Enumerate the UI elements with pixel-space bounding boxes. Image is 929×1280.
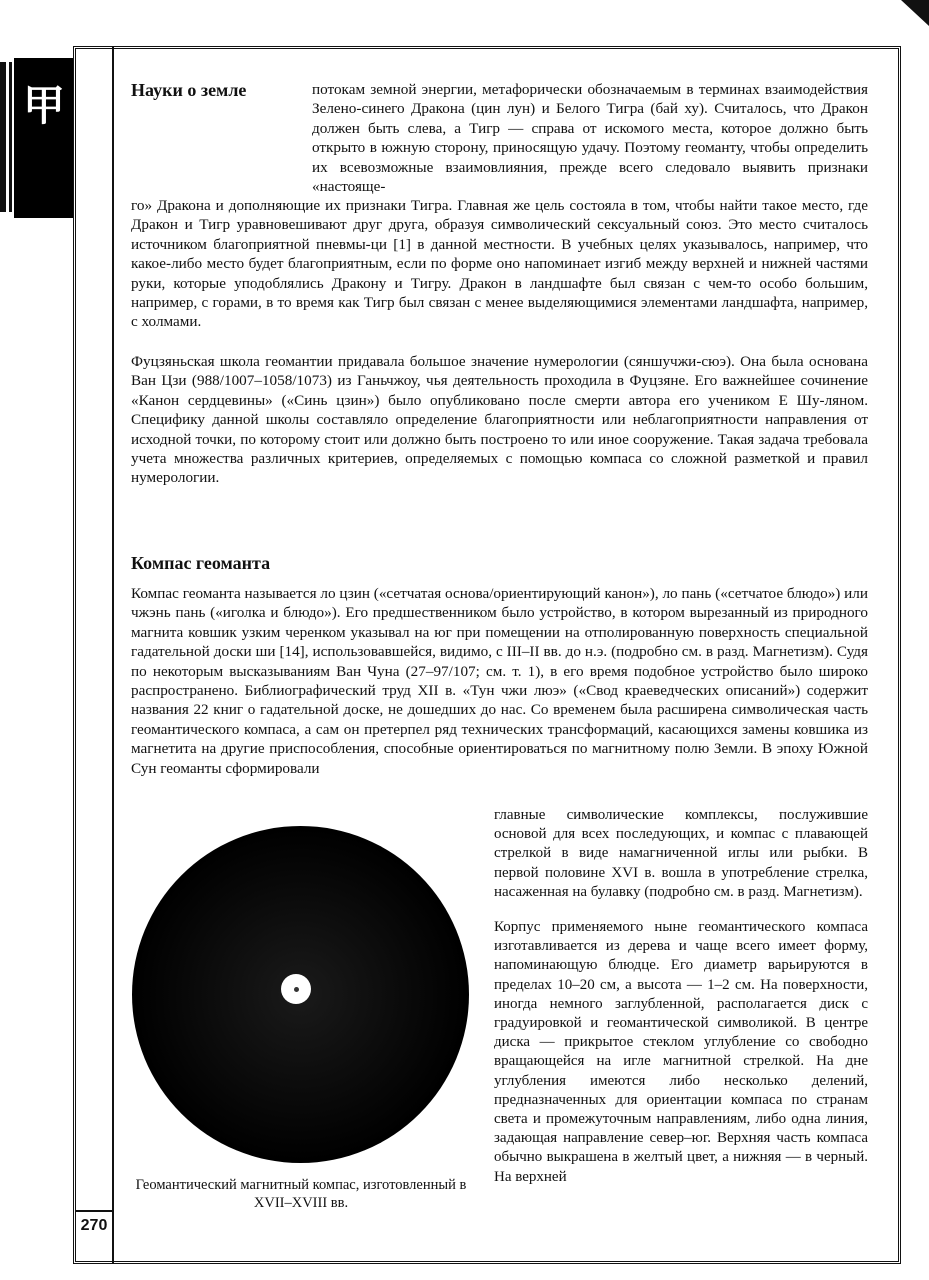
paragraph-1-indented: потокам земной энергии, метафорически обозначаемым в терминах взаимодействия Зелено-синего Дракона (цин лун) и Белого Тигра (бай ху). Считалось, что Дракон должен быть слева, а Тигр — справа от искомого места, которое должно быть открыто в южную сторону, приносящую удачу. Поэтому геоманту, чтобы определить их всевозможные взаимовлияния, прежде всего следовало выявить признаки «настояще- [312, 81, 868, 196]
side-bar-thin [9, 62, 12, 212]
compass-needle-pin [294, 987, 299, 992]
corner-mark [901, 0, 929, 26]
paragraph-1-continued: го» Дракона и дополняющие их признаки Тигра. Главная же цель состояла в том, чтобы найти такое место, где Дракон и Тигр уравновешивают друг друга, образуя символический сексуальный союз. Это место считалось источником благоприятной пневмы-ци [1] в данной местности. В учебных целях указывалось, например, что какое-либо место будет благоприятным, если по форме оно напоминает изгиб между верхней и нижней частями руки, которые уподоблялись Дракону и Тигру. Дракон в ландшафте был связан с чем-то особо большим, например, с горами, в то время как Тигр был связан с менее выделяющимися элементами ландшафта, например, с холмами. [131, 197, 868, 331]
figure-caption: Геомантический магнитный компас, изготовленный в XVII–XVIII вв. [135, 1177, 467, 1211]
side-bar [0, 62, 6, 212]
compass-column-paragraph-2: Корпус применяемого ныне геомантического компаса изготавливается из дерева и чаще всего имеет форму, напоминающую блюдце. Его диаметр варьируются в пределах 10–20 см, а высота — 1–2 см. На поверхности, иногда немного заглубленной, располагается диск с градуировкой и геомантической символикой. В центре диска — прикрытое стеклом углубление со свободно вращающейся на игле магнитной стрелкой. На дне углубления имеются либо несколько делений, предназначенных для ориентации компаса по странам света и промежуточным направлениям, либо одна линия, задающая направление север–юг. Верхняя часть компаса обычно выкрашена в желтый цвет, а нижняя — в черный. На верхней [494, 919, 868, 1185]
paragraph-2: Фуцзяньская школа геомантии придавала большое значение нумерологии (сяншучжи-сюэ). Она была основана Ван Цзи (988/1007–1058/1073) из Ганьчжоу, чья деятельность проходила в Фуцзяне. Его важнейшее сочинение «Канон сердцевины» («Синь цзин») было опубликовано после смерти автора его учеником Е Шу-ляном. Специфику данной школы составляло определение благоприятности или неблагоприятности направления от исходной точки, по которому стоит или должно быть построено то или иное сооружение. Такая задача требовала учета множества различных критериев, определяемых с помощью компаса со сложной разметкой и правил нумерологии. [131, 353, 868, 487]
section-title-earth-sciences: Науки о земле [131, 80, 247, 100]
side-tab-glyph: 甲 [22, 84, 65, 130]
page-number: 270 [76, 1210, 114, 1240]
side-tab [14, 58, 74, 218]
section-title-compass: Компас геоманта [131, 553, 271, 573]
gutter-line [112, 46, 114, 1264]
compass-column-paragraph-1: главные символические комплексы, послужившие основой для всех последующих, и компас с плавающей стрелкой в виде намагниченной иглы или рыбки. В первой половине XVI в. вошла в употребление стрелка, насаженная на булавку (подробно см. в разд. Магнетизм). [494, 807, 868, 900]
compass-paragraph-1: Компас геоманта называется ло цзин («сетчатая основа/ориентирующий канон»), ло пань («сетчатое блюдо») или чжэнь пань («иголка и блюдо»). Его предшественником было устройство, в котором вырезанный из природного магнита ковшик узким черенком указывал на юг при помещении на отполированную поверхность специальной гадательной доски ши [14], использовавшейся, видимо, с III–II вв. до н.э. (подробно см. в разд. Магнетизм). Судя по некоторым высказываниям Ван Чуна (27–97/107; см. т. 1), в его время подобное устройство было широко распространено. Библиографический труд XII в. «Тун чжи люэ» («Свод краеведческих описаний») содержит названия 22 книг о гадательной доске, не дошедших до нас. Со временем была расширена символическая часть геомантического компаса, а сам он претерпел ряд технических трансформаций, касающихся замены ковшика из магнетита на другие приспособления, способные ориентироваться по магнитному полю Земли. В эпоху Южной Сун геоманты сформировали [131, 585, 868, 777]
